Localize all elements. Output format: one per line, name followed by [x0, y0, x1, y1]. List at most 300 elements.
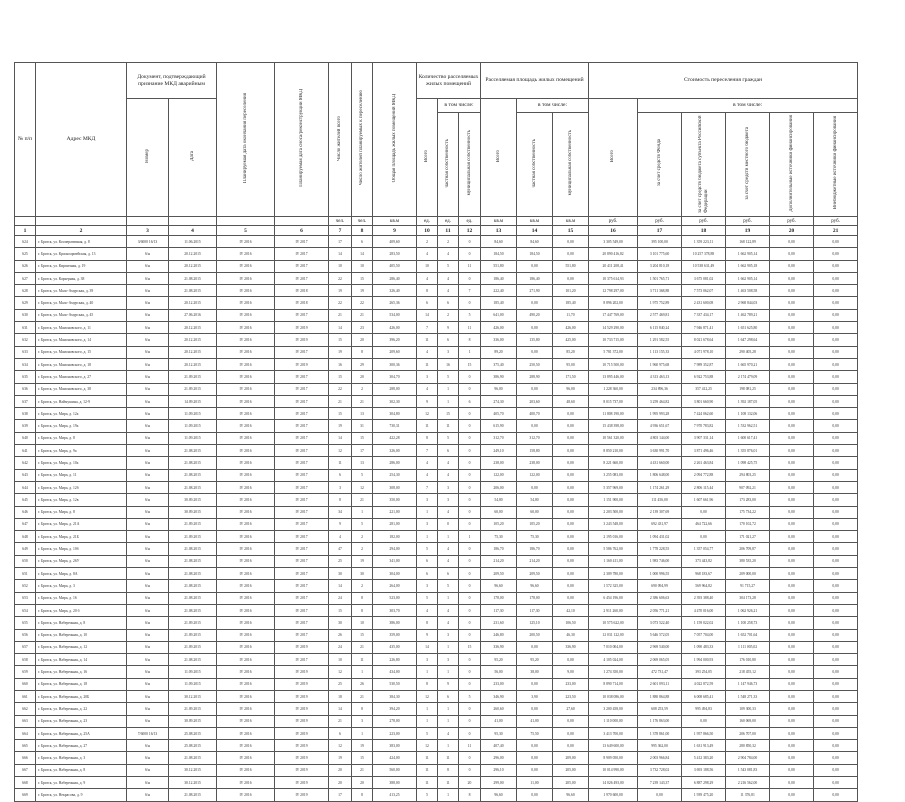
table-cell: 0,00: [814, 346, 858, 358]
address-cell: г. Братск, ул. Набережная, д. 16: [36, 666, 127, 678]
address-cell: г. Братск, ул. Мира, д. 19а: [36, 420, 127, 432]
table-row: [15, 531, 858, 543]
table-cell: 1 631 913,49: [682, 740, 726, 752]
table-cell: 11 376,81: [726, 789, 770, 801]
table-cell: 19: [352, 285, 373, 297]
table-cell: 186,40: [481, 272, 517, 284]
table-cell: 8: [438, 764, 459, 776]
table-cell: 651: [15, 568, 36, 580]
table-cell: 0,00: [770, 764, 814, 776]
table-cell: 15: [329, 334, 352, 346]
table-cell: 6/н: [127, 420, 169, 432]
table-cell: 692 431,97: [638, 518, 682, 530]
table-cell: 0: [459, 752, 481, 764]
table-cell: 11: [417, 358, 438, 370]
table-cell: IV 2016: [217, 481, 275, 493]
table-cell: 24: [329, 592, 352, 604]
table-cell: 6 008 685,41: [682, 690, 726, 702]
table-row: [15, 309, 858, 321]
table-cell: 20 890 416,82: [589, 248, 638, 260]
table-cell: 7 239 143,37: [638, 777, 682, 789]
table-cell: 41,00: [481, 715, 517, 727]
table-cell: 8: [459, 789, 481, 801]
table-cell: 95,20: [481, 654, 517, 666]
table-cell: IV 2016: [217, 432, 275, 444]
table-cell: 0,00: [770, 346, 814, 358]
table-cell: 668: [15, 777, 36, 789]
table-cell: 0,00: [553, 420, 589, 432]
address-cell: г. Братск, ул. Мира, д. 10а: [36, 457, 127, 469]
table-cell: 18: [329, 690, 352, 702]
table-cell: 4: [417, 457, 438, 469]
table-cell: 0,00: [814, 334, 858, 346]
table-cell: 2 203 500,00: [589, 506, 638, 518]
table-cell: 650: [15, 555, 36, 567]
table-cell: 19: [329, 346, 352, 358]
table-cell: 426,00: [481, 322, 517, 334]
table-cell: 384,30: [373, 690, 417, 702]
table-cell: 0,00: [770, 260, 814, 272]
table-cell: 1: [417, 531, 438, 543]
table-cell: 6: [438, 334, 459, 346]
table-cell: 158,80: [517, 445, 553, 457]
table-cell: 0,00: [553, 568, 589, 580]
table-cell: 0: [459, 432, 481, 444]
table-cell: 30.12.2015: [169, 777, 217, 789]
address-cell: г. Братск, ул. Карьерная, д. 38: [36, 272, 127, 284]
table-cell: 0,00: [814, 531, 858, 543]
table-cell: IV 2017: [275, 592, 329, 604]
table-cell: 6/н: [127, 604, 169, 616]
table-cell: 11.09.2015: [169, 432, 217, 444]
table-cell: 21.09.2015: [169, 371, 217, 383]
table-cell: 8: [352, 346, 373, 358]
table-cell: 15: [352, 629, 373, 641]
table-cell: 1 151 900,00: [589, 494, 638, 506]
table-cell: 1 090 483,33: [682, 641, 726, 653]
table-cell: 75,30: [481, 531, 517, 543]
table-cell: 0,00: [553, 580, 589, 592]
table-cell: 0,00: [770, 494, 814, 506]
table-cell: 3: [417, 654, 438, 666]
table-cell: 4: [417, 604, 438, 616]
table-cell: 21.08.2015: [169, 580, 217, 592]
table-cell: 8: [352, 592, 373, 604]
table-cell: 1 174 261,29: [638, 481, 682, 493]
table-cell: 664: [15, 727, 36, 739]
table-cell: 0,00: [814, 408, 858, 420]
table-cell: 84,60: [481, 236, 517, 248]
table-cell: 95,00: [553, 358, 589, 370]
table-cell: 4 105 024,00: [589, 654, 638, 666]
table-cell: 6: [352, 236, 373, 248]
table-cell: 60,00: [517, 506, 553, 518]
header-cost-additional: Дополнительные источники финансирования: [770, 113, 814, 217]
table-cell: 0: [459, 371, 481, 383]
table-cell: 21.08.2015: [169, 543, 217, 555]
table-cell: IV 2016: [217, 272, 275, 284]
table-cell: 336,00: [481, 334, 517, 346]
table-cell: IV 2019: [275, 740, 329, 752]
table-cell: IV 2016: [217, 236, 275, 248]
table-cell: 2 139 307,69: [638, 506, 682, 518]
column-number: 8: [352, 226, 373, 236]
table-cell: 0: [459, 654, 481, 666]
table-cell: 25: [329, 555, 352, 567]
table-cell: 0,00: [770, 727, 814, 739]
table-cell: 173 283,00: [726, 494, 770, 506]
table-cell: 644: [15, 481, 36, 493]
table-cell: IV 2017: [275, 420, 329, 432]
table-cell: 0,00: [814, 543, 858, 555]
table-cell: 184,50: [481, 248, 517, 260]
address-cell: г. Братск, ул. Мало-Амурская, д. 39: [36, 285, 127, 297]
table-cell: 1: [438, 715, 459, 727]
table-cell: 209,50: [517, 568, 553, 580]
table-cell: 206 707,00: [726, 727, 770, 739]
table-cell: 117,30: [517, 604, 553, 616]
unit-cell: кв.м: [517, 217, 553, 226]
table-cell: 12: [329, 445, 352, 457]
address-cell: г. Братск, ул. Мира, д. 12а: [36, 408, 127, 420]
table-cell: 11: [417, 334, 438, 346]
table-cell: 54,80: [517, 494, 553, 506]
table-cell: 9: [438, 322, 459, 334]
table-cell: 171 021,27: [726, 531, 770, 543]
table-cell: 6/н: [127, 777, 169, 789]
table-cell: 0,00: [814, 445, 858, 457]
table-cell: 0,00: [770, 285, 814, 297]
table-cell: IV 2017: [275, 248, 329, 260]
table-cell: 75,30: [517, 531, 553, 543]
table-cell: 26: [352, 678, 373, 690]
table-cell: 0,00: [517, 322, 553, 334]
table-cell: 21.09.2015: [169, 703, 217, 715]
column-number: 3: [127, 226, 169, 236]
address-cell: г. Братск, ул. Набережная, д. 8: [36, 764, 127, 776]
table-cell: 0,00: [770, 309, 814, 321]
table-cell: 10 538 631,49: [682, 260, 726, 272]
table-cell: 405,50: [373, 260, 417, 272]
table-cell: 160 069,00: [726, 715, 770, 727]
table-cell: 632: [15, 334, 36, 346]
table-cell: 21.09.2015: [169, 383, 217, 395]
table-cell: 3 305 549,00: [589, 236, 638, 248]
table-cell: 260,60: [481, 703, 517, 715]
table-cell: 16: [329, 358, 352, 370]
table-cell: 14.09.2015: [169, 395, 217, 407]
table-cell: IV 2018: [275, 297, 329, 309]
unit-cell: чел.: [329, 217, 352, 226]
table-row: [15, 690, 858, 702]
address-cell: г. Братск, ул. Набережная, д. 12: [36, 641, 127, 653]
address-cell: г. Братск, ул. Мамоновского, д. 18: [36, 358, 127, 370]
address-cell: г. Братск, ул. Мало-Амурская, д. 40: [36, 297, 127, 309]
table-cell: 21: [352, 494, 373, 506]
table-cell: IV 2017: [275, 272, 329, 284]
table-cell: 12: [329, 666, 352, 678]
table-cell: 648: [15, 531, 36, 543]
table-cell: 8: [329, 494, 352, 506]
table-row: [15, 408, 858, 420]
table-cell: IV 2016: [217, 260, 275, 272]
table-cell: 168 122,89: [726, 236, 770, 248]
table-cell: 56,00: [481, 666, 517, 678]
table-cell: 1 113 155,33: [638, 346, 682, 358]
table-cell: 0,00: [814, 518, 858, 530]
table-cell: 47: [329, 543, 352, 555]
table-cell: 6/н: [127, 617, 169, 629]
table-cell: 0,00: [814, 272, 858, 284]
table-cell: 1 392 187,05: [726, 395, 770, 407]
table-cell: 0,00: [770, 531, 814, 543]
table-cell: 8 021 678,64: [682, 334, 726, 346]
table-cell: 3 073 522,40: [638, 617, 682, 629]
table-row: [15, 678, 858, 690]
header-document: Документ, подтверждающий признание МКД аварийным: [127, 63, 217, 99]
table-cell: 200,50: [517, 629, 553, 641]
table-cell: 657: [15, 641, 36, 653]
table-cell: 3: [417, 494, 438, 506]
table-cell: IV 2017: [275, 494, 329, 506]
table-cell: 624: [15, 236, 36, 248]
table-cell: 96,60: [517, 580, 553, 592]
column-number: 21: [814, 226, 858, 236]
table-cell: 209,60: [373, 346, 417, 358]
table-cell: 5: [459, 309, 481, 321]
table-cell: 15: [329, 371, 352, 383]
table-cell: 464 722,66: [682, 518, 726, 530]
table-cell: 11: [352, 654, 373, 666]
table-row: [15, 236, 858, 248]
header-num: № п/п: [15, 63, 36, 217]
header-cost-subject: за счет средств бюджета субъекта Российской Федерации: [682, 113, 726, 217]
table-cell: 0: [459, 703, 481, 715]
header-area-municipal: муниципальная собственность: [553, 113, 589, 217]
table-cell: 265,36: [373, 297, 417, 309]
table-row: [15, 494, 858, 506]
table-cell: 0,00: [553, 727, 589, 739]
table-cell: IV 2017: [275, 408, 329, 420]
table-cell: 6/н: [127, 383, 169, 395]
table-row: [15, 469, 858, 481]
table-cell: 1 463 508,58: [726, 285, 770, 297]
table-cell: 14: [417, 641, 438, 653]
table-cell: 6/н: [127, 543, 169, 555]
unit-cell: [127, 217, 169, 226]
table-cell: 0,00: [770, 543, 814, 555]
table-cell: 4 470 016,00: [682, 604, 726, 616]
table-cell: 11: [417, 777, 438, 789]
table-cell: 6 115 840,24: [638, 322, 682, 334]
table-cell: 0,00: [814, 309, 858, 321]
table-cell: 10 715 500,00: [589, 358, 638, 370]
address-cell: г. Братск, ул. Набережная, д. 20Б: [36, 690, 127, 702]
table-cell: IV 2016: [217, 494, 275, 506]
table-row: [15, 518, 858, 530]
table-cell: 11,70: [553, 309, 589, 321]
table-cell: 4: [417, 383, 438, 395]
table-cell: 2: [352, 531, 373, 543]
table-cell: 176 010,80: [726, 654, 770, 666]
table-cell: 2 386 606,63: [638, 592, 682, 604]
table-cell: 178,00: [481, 592, 517, 604]
table-cell: 20: [352, 777, 373, 789]
table-cell: IV 2017: [275, 543, 329, 555]
column-number: 12: [459, 226, 481, 236]
table-cell: 642: [15, 457, 36, 469]
table-cell: IV 2016: [217, 469, 275, 481]
unit-cell: [15, 217, 36, 226]
table-cell: 6/н: [127, 408, 169, 420]
table-cell: 2 911 260,00: [589, 604, 638, 616]
table-cell: 205,00: [553, 777, 589, 789]
table-cell: 3 907 331,14: [682, 432, 726, 444]
table-cell: 96,60: [481, 789, 517, 801]
table-cell: 10 014 990,00: [589, 764, 638, 776]
table-cell: 2: [438, 236, 459, 248]
table-cell: 0,00: [770, 789, 814, 801]
table-cell: 238,00: [481, 457, 517, 469]
table-cell: 1 160 411,00: [589, 555, 638, 567]
table-cell: 6/н: [127, 715, 169, 727]
table-cell: 0,00: [814, 555, 858, 567]
table-cell: 0,00: [770, 580, 814, 592]
table-cell: 637: [15, 395, 36, 407]
table-cell: 6: [329, 469, 352, 481]
table-cell: 0: [459, 617, 481, 629]
table-cell: 6/н: [127, 690, 169, 702]
table-cell: 9: [417, 395, 438, 407]
table-cell: 388,00: [373, 777, 417, 789]
table-cell: 0,00: [770, 322, 814, 334]
table-cell: 608 253,59: [638, 703, 682, 715]
table-cell: 1: [438, 395, 459, 407]
table-cell: 0,00: [553, 481, 589, 493]
table-cell: 0,00: [814, 592, 858, 604]
table-cell: 1 652 701,64: [726, 629, 770, 641]
table-row: [15, 777, 858, 789]
table-body: [15, 236, 858, 802]
table-cell: 294,00: [373, 543, 417, 555]
table-cell: 286,00: [373, 457, 417, 469]
table-cell: 0,00: [553, 236, 589, 248]
table-cell: IV 2019: [275, 727, 329, 739]
table-row: [15, 592, 858, 604]
table-cell: 111 456,00: [638, 494, 682, 506]
table-cell: 117,30: [481, 604, 517, 616]
table-cell: 21.08.2015: [169, 555, 217, 567]
table-cell: 8: [352, 604, 373, 616]
table-cell: 13 895 446,00: [589, 371, 638, 383]
table-cell: 21: [352, 641, 373, 653]
table-cell: 0,00: [770, 371, 814, 383]
table-cell: 1 647 298,64: [726, 334, 770, 346]
table-cell: 1 662 905,14: [726, 272, 770, 284]
table-cell: 663: [15, 715, 36, 727]
table-cell: 0,00: [517, 346, 553, 358]
table-cell: IV 2019: [275, 334, 329, 346]
table-cell: 8 221 660,00: [589, 457, 638, 469]
column-number: 13: [481, 226, 517, 236]
table-cell: 0,00: [770, 703, 814, 715]
table-cell: 2 431 600,08: [682, 297, 726, 309]
table-cell: 308,00: [373, 481, 417, 493]
table-cell: IV 2017: [275, 346, 329, 358]
table-cell: 105,20: [517, 518, 553, 530]
table-cell: 286,40: [373, 272, 417, 284]
table-cell: 185,40: [481, 297, 517, 309]
table-cell: IV 2016: [217, 420, 275, 432]
unit-cell: руб.: [682, 217, 726, 226]
unit-cell: кв.м: [373, 217, 417, 226]
address-cell: г. Братск, ул. Мира, д. 8: [36, 506, 127, 518]
table-cell: IV 2016: [217, 408, 275, 420]
table-cell: 0,00: [553, 445, 589, 457]
table-cell: 8 015 737,00: [589, 395, 638, 407]
table-cell: 20 411 208,41: [589, 260, 638, 272]
resettlement-table: [14, 62, 858, 802]
table-cell: 290 405,28: [726, 346, 770, 358]
table-cell: 1 000 996,55: [638, 568, 682, 580]
table-cell: IV 2016: [217, 703, 275, 715]
table-cell: IV 2019: [275, 789, 329, 801]
table-row: [15, 506, 858, 518]
column-number: 7: [329, 226, 352, 236]
table-cell: 14: [352, 248, 373, 260]
table-cell: 1 970 600,00: [589, 789, 638, 801]
table-cell: 30: [352, 568, 373, 580]
table-cell: IV 2016: [217, 604, 275, 616]
table-cell: 1 662 905,18: [726, 260, 770, 272]
table-cell: 569 964,82: [682, 580, 726, 592]
header-area-private: частная собственность: [517, 113, 553, 217]
table-cell: 5: [417, 727, 438, 739]
table-cell: 336,90: [553, 641, 589, 653]
table-cell: 21.08.2015: [169, 789, 217, 801]
table-cell: 203,60: [517, 395, 553, 407]
header-area-total: Всего: [481, 99, 517, 217]
table-cell: 5: [438, 371, 459, 383]
table-cell: 30.09.2015: [169, 506, 217, 518]
table-cell: 1: [459, 346, 481, 358]
table-cell: 11.09.2015: [169, 408, 217, 420]
table-cell: IV 2016: [217, 666, 275, 678]
table-row: [15, 420, 858, 432]
table-cell: 3: [329, 481, 352, 493]
table-cell: 1 939 475,20: [682, 789, 726, 801]
table-cell: 6/н: [127, 260, 169, 272]
table-cell: 283,50: [373, 248, 417, 260]
table-cell: 0,00: [814, 322, 858, 334]
table-cell: 2 309 780,00: [589, 568, 638, 580]
column-number: 19: [726, 226, 770, 236]
table-cell: 0,00: [770, 457, 814, 469]
table-cell: 0,00: [517, 481, 553, 493]
table-cell: 302,30: [373, 395, 417, 407]
table-cell: 1 806 648,00: [638, 469, 682, 481]
table-cell: 234 896,36: [638, 383, 682, 395]
table-cell: 54,80: [481, 494, 517, 506]
table-cell: 1 501 765,71: [638, 272, 682, 284]
table-cell: 0,00: [553, 531, 589, 543]
table-cell: 0,00: [517, 297, 553, 309]
table-cell: 968 183,67: [682, 568, 726, 580]
table-cell: IV 2016: [217, 518, 275, 530]
table-cell: 1 543 081,83: [726, 764, 770, 776]
table-cell: 4: [438, 272, 459, 284]
table-cell: 6/н: [127, 297, 169, 309]
